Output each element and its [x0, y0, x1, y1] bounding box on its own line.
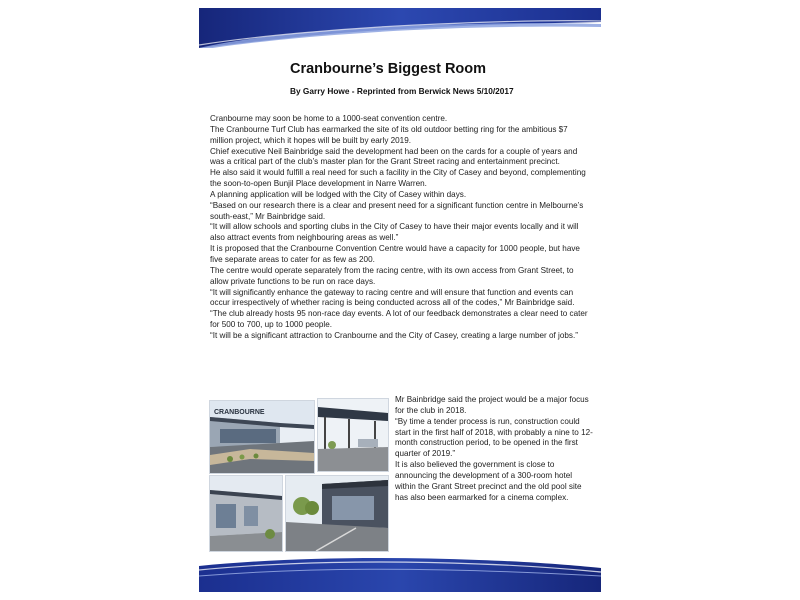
article-page: [199, 0, 601, 600]
article-byline: By Garry Howe - Reprinted from Berwick News 5/10/2017: [290, 86, 514, 96]
footer-wave-banner: [199, 556, 601, 592]
body-paragraph: “It will significantly enhance the gateway to racing centre and will ensure that function and events can occur irrespectively of whether racing is being conducted across all of the codes,” Mr Bainbridge said.: [210, 287, 575, 308]
side-paragraph: Mr Bainbridge said the project would be a major focus for the club in 2018.: [395, 395, 589, 415]
body-paragraph: It is proposed that the Cranbourne Convention Centre would have a capacity for 1000 people, but have five separate areas to cater for as few as 200.: [210, 244, 580, 264]
article-body: [210, 114, 592, 342]
side-paragraph: “By time a tender process is run, construction could start in the first half of 2018, with probably a nine to 12-month construction period, to be opened in the first quarter of 2019.”: [395, 416, 593, 459]
body-paragraph: “It will allow schools and sporting clubs in the City of Casey to have their major events locally and it will also attract events from neighbouring areas as well.”: [210, 222, 579, 243]
body-paragraph: “The club already hosts 95 non-race day events. A lot of our feedback demonstrates a clear need to cater for 500 to 700, up to 1000 people.: [210, 309, 588, 330]
body-paragraph: Chief executive Neil Bainbridge said the development had been on the cards for a couple of years and was a critical part of the club’s master plan for the Grant Street racing and entertainment precinct.: [210, 146, 578, 167]
side-paragraph: It is also believed the government is close to announcing the development of a 300-room hotel within the Grant Street precinct and the old pool site has also been earmarked for a cinema complex.: [395, 460, 582, 502]
body-paragraph: A planning application will be lodged with the City of Casey within days.: [210, 189, 467, 199]
render-building-front-image: [285, 475, 389, 552]
article-side-column: [395, 395, 595, 503]
body-paragraph: “Based on our research there is a clear and present need for a significant function centre in Melbourne’s south-east,” Mr Bainbridge said.: [210, 200, 584, 221]
body-paragraph: Cranbourne may soon be home to a 1000-seat convention centre.: [210, 114, 448, 123]
header-wave-banner: [199, 8, 601, 48]
render-sign-text: CRANBOURNE: [214, 409, 265, 416]
body-paragraph: “It will be a significant attraction to Cranbourne and the City of Casey, creating a large number of jobs.”: [210, 330, 578, 340]
body-paragraph: The centre would operate separately from the racing centre, with its own access from Grant Street, to allow private functions to be run on race days.: [210, 265, 574, 286]
render-canopy-image: [317, 398, 389, 472]
architectural-renders: [209, 398, 387, 550]
render-entrance-image: [209, 400, 315, 474]
body-paragraph: He also said it would fulfill a real need for such a facility in the City of Casey and beyond, complementing the soon-to-open Bunjil Place development in Narre Warren.: [210, 168, 586, 189]
render-building-side-image: [209, 475, 283, 552]
article-title: Cranbourne’s Biggest Room: [290, 61, 487, 77]
body-paragraph: The Cranbourne Turf Club has earmarked the site of its old outdoor betting ring for the ambitious $7 million project, which it hopes will be built by early 2019.: [210, 124, 568, 145]
